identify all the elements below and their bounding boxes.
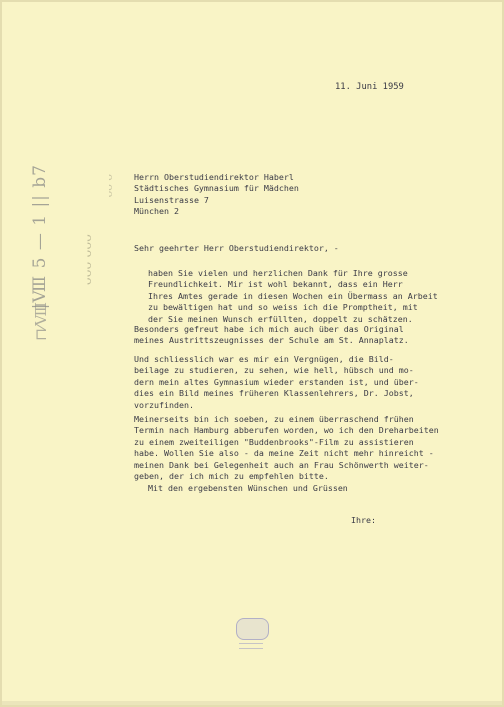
address-line-institution: Städtisches Gymnasium für Mädchen xyxy=(134,183,299,194)
archive-stamp xyxy=(236,618,269,640)
paragraph-thanks: haben Sie vielen und herzlichen Dank für Ihre grosse Freundlichkeit. Mir ist wohl bekannt, dass ein Herr Ihres Amtes gerade in diesen Wochen ein Übermass an Arbeit zu bewältigen hat und so weiss ich die Promptheit, mit der Sie meinen Wunsch erfüllten, doppelt zu schätzen. xyxy=(148,268,438,324)
recipient-address xyxy=(134,172,299,218)
archive-stamp-mark xyxy=(239,643,263,649)
address-line-city: München 2 xyxy=(134,206,179,217)
paragraph-certificate: Besonders gefreut habe ich mich auch über das Original meines Austrittszeugnisses der Schule am St. Annaplatz. xyxy=(134,324,409,346)
pencil-annotation-small-note: ᴗᴗ ᴗ xyxy=(102,174,115,198)
signature-line: Ihre: xyxy=(351,515,376,525)
salutation: Sehr geehrter Herr Oberstudiendirektor, - xyxy=(134,243,339,253)
address-line-name: Herrn Oberstudiendirektor Haberl xyxy=(134,172,294,182)
address-line-street: Luisenstrasse 7 xyxy=(134,194,209,205)
letter-date: 11. Juni 1959 xyxy=(335,82,404,92)
paragraph-hamburg: Meinerseits bin ich soeben, zu einem überraschend frühen Termin nach Hamburg abberufen worden, wo ich den Dreharbeiten zu einem zweiteiligen "Buddenbrooks"-Film zu assistieren habe. Wollen Sie also - da meine Zeit nicht mehr hinreicht - meinen Dank bei Gelegenheit auch an Frau Schönwerth weiter- geben, der ich mich zu empfehlen bitte. xyxy=(134,414,439,482)
pencil-annotation-margin-note: ᴗᴗᴗ ᴗᴗᴗ xyxy=(80,234,95,286)
pencil-annotation-archive-number: |⁠Ⅷ 5 — 1 || b7 xyxy=(30,164,50,310)
paragraph-photo-supplement: Und schliesslich war es mir ein Vergnügen, die Bild- beilage zu studieren, zu sehen, wie hell, hübsch und mo- dern mein altes Gymnasium wieder erstanden ist, und über- dies ein Bild meines früheren Klassenlehrers, Dr. Jobst, vorzufinden. xyxy=(134,354,419,410)
page-bottom-edge xyxy=(2,701,502,705)
pencil-annotation-mark: ⊓⁄Ⅷ xyxy=(32,302,50,341)
closing-line: Mit den ergebensten Wünschen und Grüssen xyxy=(148,483,348,493)
